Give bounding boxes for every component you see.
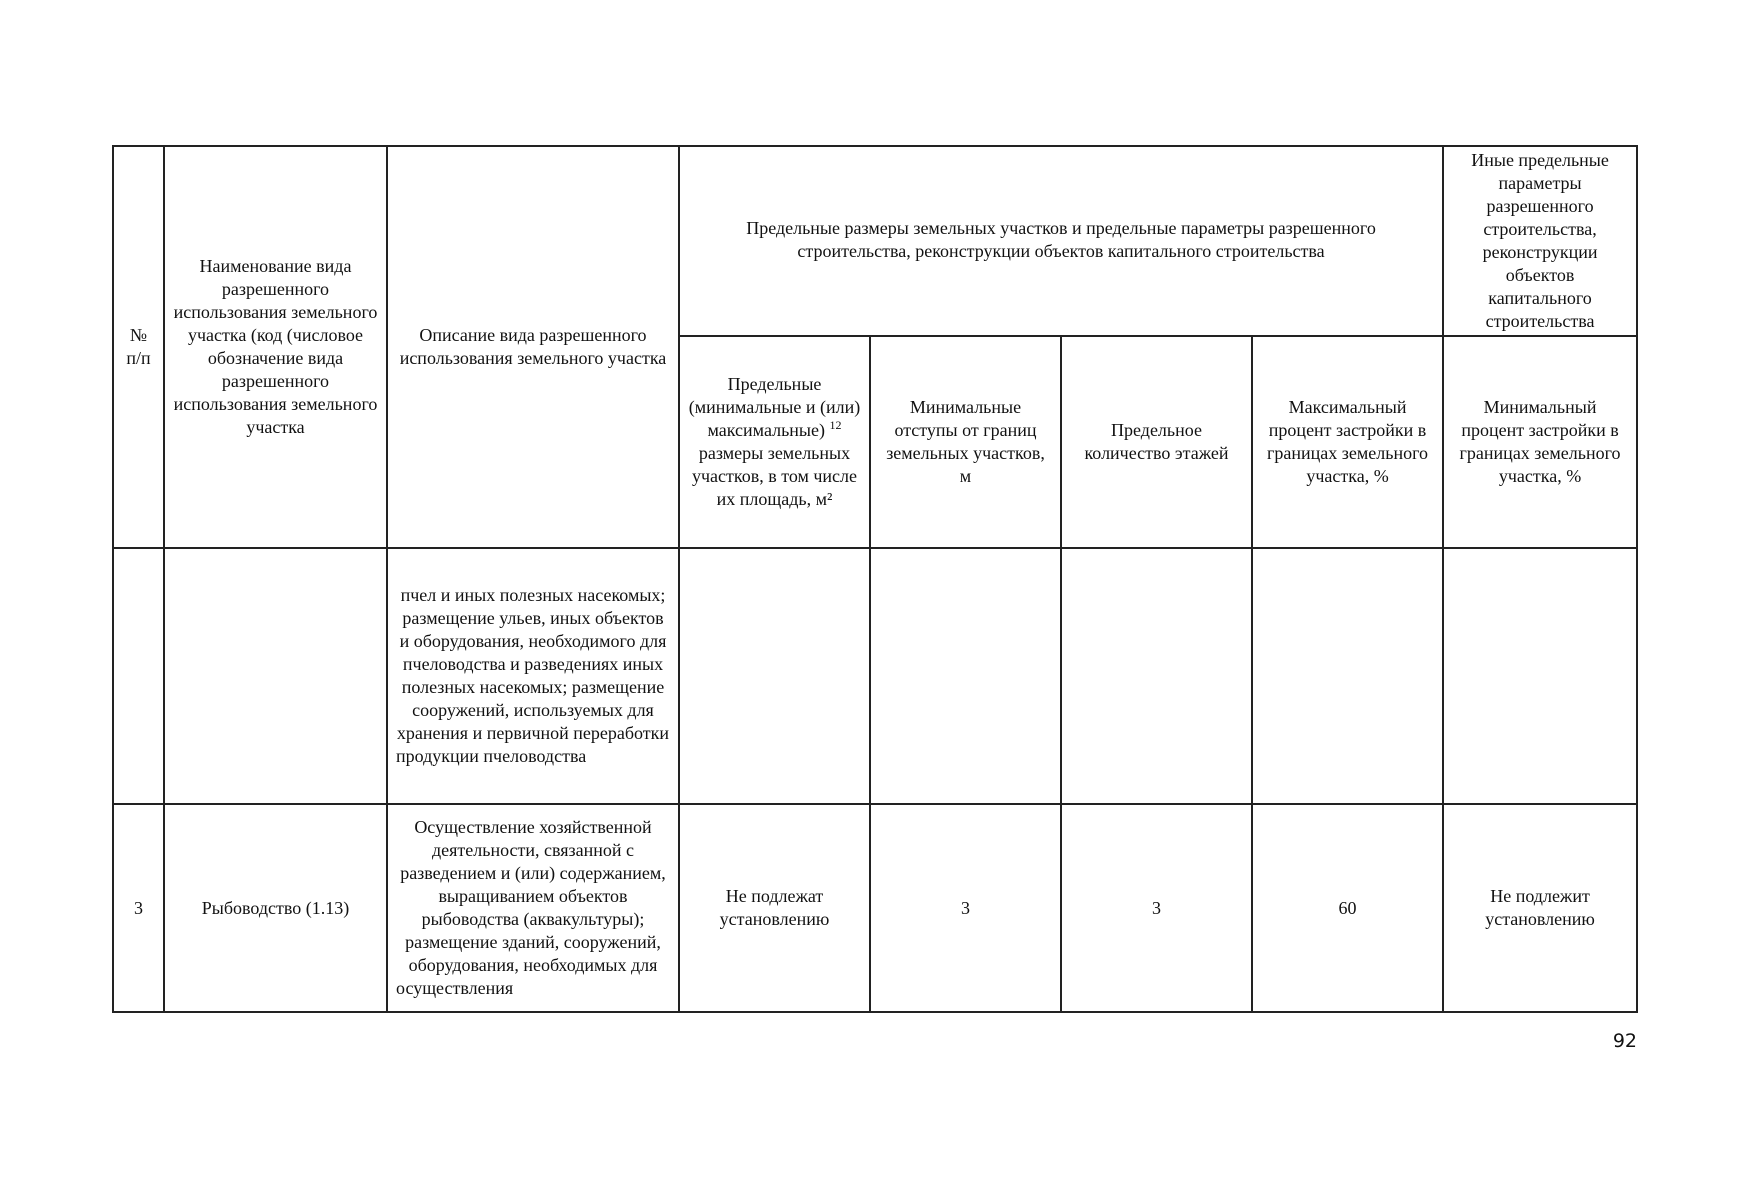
row-num: 3: [113, 804, 164, 1012]
row-sizes: [679, 548, 870, 804]
header-sizes-after: размеры земельных участков, в том числе их площадь, м²: [691, 443, 858, 509]
header-num: № п/п: [113, 146, 164, 548]
row-floors: 3: [1061, 804, 1252, 1012]
header-other-title: Иные предельные параметры разрешенного строительства, реконструкции объектов капитального строительства: [1443, 146, 1637, 336]
page-number: 92: [1612, 1030, 1637, 1052]
row-num: [113, 548, 164, 804]
header-min-percent: Минимальный процент застройки в границах земельного участка, %: [1443, 336, 1637, 548]
table-header-row-1: [113, 146, 1637, 336]
row-min-percent: [1443, 548, 1637, 804]
row-setbacks: [870, 548, 1061, 804]
row-max-percent: 60: [1252, 804, 1443, 1012]
header-sizes: [679, 336, 870, 548]
row-setbacks: 3: [870, 804, 1061, 1012]
row-description: пчел и иных полезных насекомых; размещение ульев, иных объектов и оборудования, необходимого для пчеловодства и разведениях иных полезных насекомых; размещение сооружений, используемых для хранения и первичной переработки продукции пчеловодства: [387, 548, 679, 804]
header-max-percent: Максимальный процент застройки в границах земельного участка, %: [1252, 336, 1443, 548]
table-row: [113, 804, 1637, 1012]
header-setbacks: Минимальные отступы от границ земельных участков, м: [870, 336, 1061, 548]
row-description: Осуществление хозяйственной деятельности, связанной с разведением и (или) содержанием, выращиванием объектов рыбоводства (аквакультуры); размещение зданий, сооружений, оборудования, необходимых для осуществления: [387, 804, 679, 1012]
row-name: [164, 548, 387, 804]
header-sizes-footnote: 12: [829, 418, 842, 432]
land-use-parameters-table: [112, 145, 1638, 1013]
table-row: [113, 548, 1637, 804]
row-min-percent: Не подлежит установлению: [1443, 804, 1637, 1012]
row-name: Рыбоводство (1.13): [164, 804, 387, 1012]
header-name: Наименование вида разрешенного использования земельного участка (код (числовое обозначение вида разрешенного использования земельного участка: [164, 146, 387, 548]
header-group-title: Предельные размеры земельных участков и предельные параметры разрешенного строительства, реконструкции объектов капитального строительства: [679, 146, 1443, 336]
row-sizes: Не подлежат установлению: [679, 804, 870, 1012]
header-description: Описание вида разрешенного использования земельного участка: [387, 146, 679, 548]
header-sizes-before: Предельные (минимальные и (или) максимальные): [688, 374, 861, 440]
header-floors: Предельное количество этажей: [1061, 336, 1252, 548]
row-floors: [1061, 548, 1252, 804]
row-max-percent: [1252, 548, 1443, 804]
